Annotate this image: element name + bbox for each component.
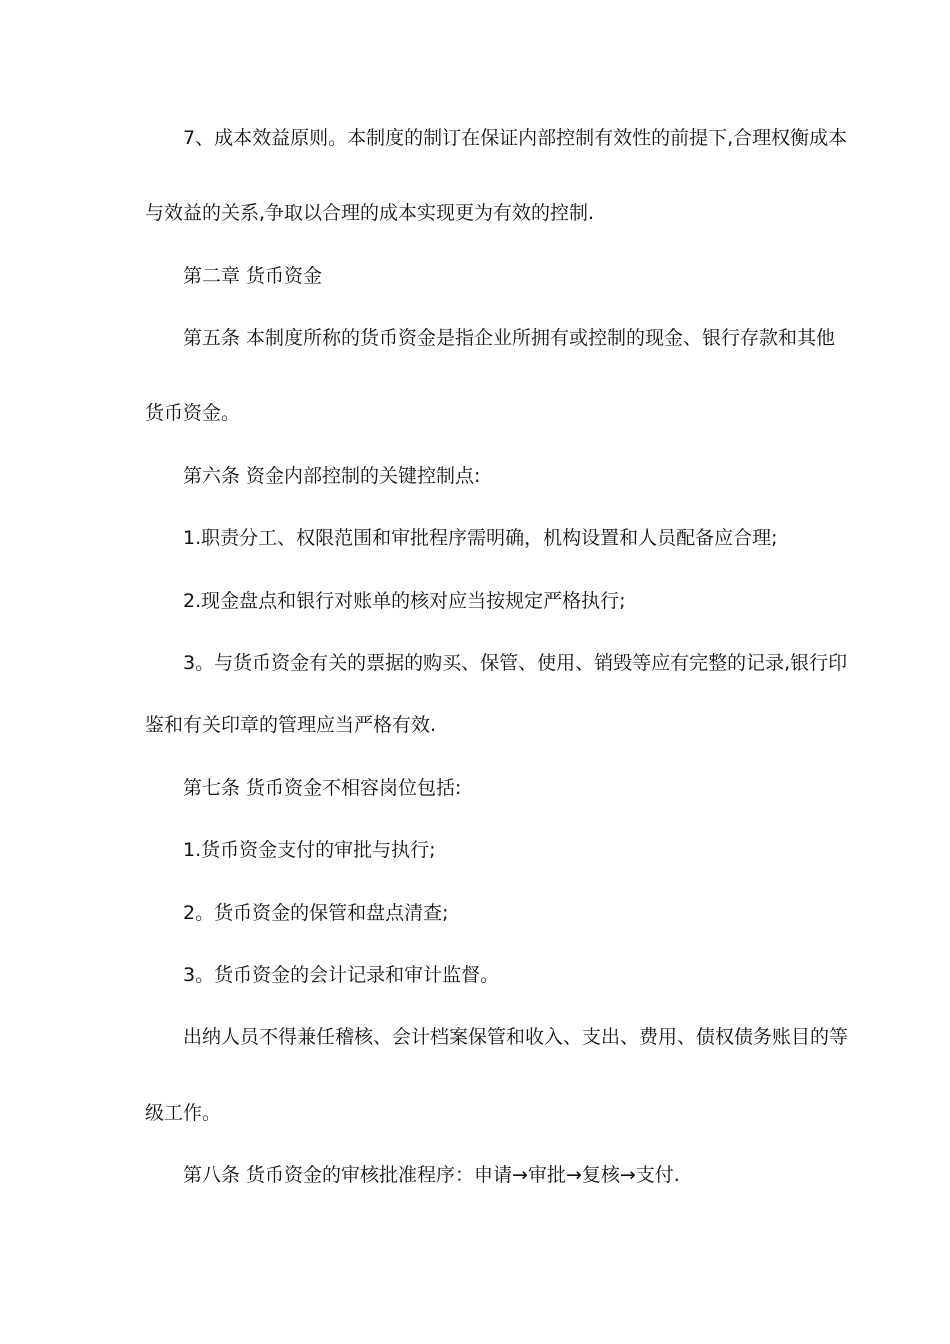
paragraph-line: 出纳人员不得兼任稽核、会计档案保管和收入、支出、费用、债权债务账目的等 xyxy=(183,1026,849,1048)
paragraph-line: 与效益的关系,争取以合理的成本实现更为有效的控制. xyxy=(145,202,595,224)
list-item: 1.货币资金支付的审批与执行; xyxy=(183,839,436,861)
paragraph-line: 第八条 货币资金的审核批准程序：申请→审批→复核→支付. xyxy=(183,1164,680,1186)
list-item: 3。与货币资金有关的票据的购买、保管、使用、销毁等应有完整的记录,银行印 xyxy=(183,652,848,674)
paragraph-line: 货币资金。 xyxy=(145,402,241,424)
paragraph-line: 7、成本效益原则。本制度的制订在保证内部控制有效性的前提下,合理权衡成本 xyxy=(183,127,848,149)
list-item: 1.职责分工、权限范围和审批程序需明确，机构设置和人员配备应合理; xyxy=(183,527,778,549)
paragraph-line: 第六条 资金内部控制的关键控制点: xyxy=(183,465,481,487)
list-item: 2。货币资金的保管和盘点清查; xyxy=(183,902,449,924)
paragraph-line: 鉴和有关印章的管理应当严格有效. xyxy=(145,714,437,736)
list-item: 3。货币资金的会计记录和审计监督。 xyxy=(183,964,500,986)
list-item: 2.现金盘点和银行对账单的核对应当按规定严格执行; xyxy=(183,590,626,612)
paragraph-line: 级工作。 xyxy=(145,1102,222,1124)
paragraph-line: 第七条 货币资金不相容岗位包括: xyxy=(183,777,462,799)
paragraph-line: 第五条 本制度所称的货币资金是指企业所拥有或控制的现金、银行存款和其他 xyxy=(183,327,836,349)
chapter-heading: 第二章 货币资金 xyxy=(183,265,323,287)
